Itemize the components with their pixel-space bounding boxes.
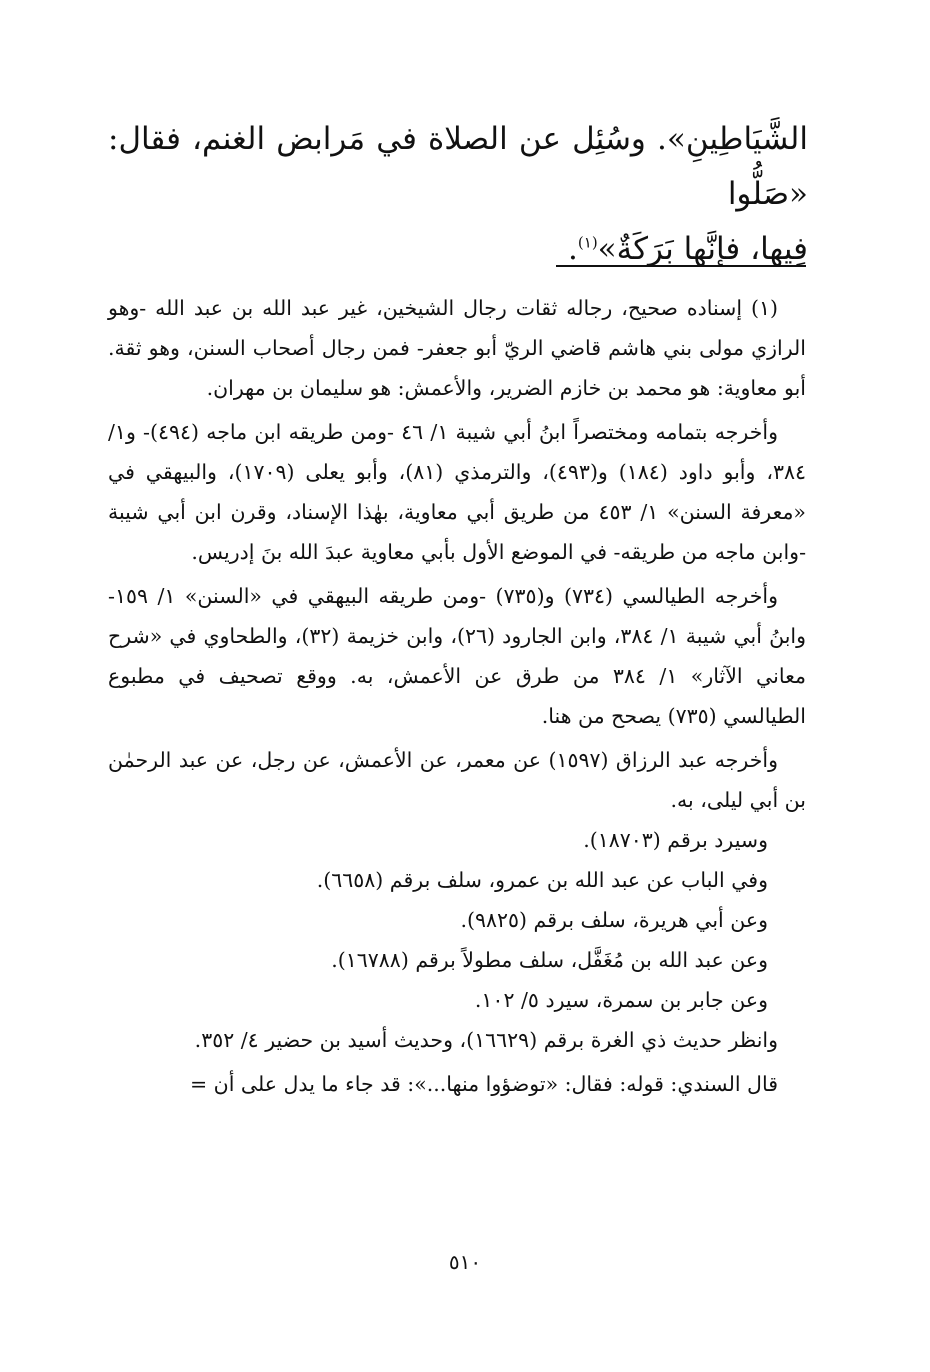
footnote-paragraph: (١) إسناده صحيح، رجاله ثقات رجال الشيخين، غير عبد الله بن عبد الله -وهو الرازي مولى بني هاشم قاضي الريّ أبو جعفر- فمن رجال أصحاب السنن، وهو ثقة. أبو معاوية: هو محمد بن خازم الضرير، والأعمش: هو سليمان بن مهران. xyxy=(108,296,806,400)
footnote-paragraph: وأخرجه بتمامه ومختصراً ابنُ أبي شيبة ١/ ٤٦ -ومن طريقه ابن ماجه (٤٩٤)- و١/ ٣٨٤، وأبو داود (١٨٤) و(٤٩٣)، والترمذي (٨١)، وأبو يعلى (١٧٠٩)، والبيهقي في «معرفة السنن» ١/ ٤٥٣ من طريق أبي معاوية، بهٰذا الإسناد، وقرن ابن أبي شيبة -وابن ماجه من طريقه- في الموضع الأول بأبي معاوية عبدَ الله بنَ إدريس. xyxy=(108,420,806,564)
main-text-line-end: . xyxy=(568,231,578,267)
footnote-line: وعن أبي هريرة، سلف برقم (٩٨٢٥). xyxy=(460,908,768,932)
main-text-line-part: فِيها، فإنَّها بَرَكَةٌ» xyxy=(597,231,808,267)
footnote-paragraph: وأخرجه عبد الرزاق (١٥٩٧) عن معمر، عن الأعمش، عن رجل، عن عبد الرحمٰن بن أبي ليلى، به. xyxy=(108,748,806,812)
footnote-paragraph: وأخرجه الطيالسي (٧٣٤) و(٧٣٥) -ومن طريقه البيهقي في «السنن» ١/ ١٥٩- وابنُ أبي شيبة ١/ ٣٨٤، وابن الجارود (٢٦)، وابن خزيمة (٣٢)، والطحاوي في «شرح معاني الآثار» ١/ ٣٨٤ من طرق عن الأعمش، به. ووقع تصحيف في مطبوع الطيالسي (٧٣٥) يصحح من هنا. xyxy=(108,584,807,728)
footnote-reference[interactable]: (١) xyxy=(577,233,598,252)
footnotes xyxy=(108,288,806,1104)
main-text-line xyxy=(108,222,808,277)
footnote-line: وسيرد برقم (١٨٧٠٣). xyxy=(583,828,768,852)
footnote-line: وعن عبد الله بن مُغَفَّل، سلف مطولاً برقم (١٦٧٨٨). xyxy=(331,948,768,972)
main-text-line: الشَّيَاطِينِ». وسُئِل عن الصلاة في مَرابض الغنم، فقال: «صَلُّوا xyxy=(108,121,808,212)
footnote-continuation: قال السندي: قوله: فقال: «توضؤوا منها...»: قد جاء ما يدل على أن = xyxy=(189,1072,778,1096)
footnote-separator xyxy=(556,265,806,267)
footnote-line: وفي الباب عن عبد الله بن عمرو، سلف برقم (٦٦٥٨). xyxy=(316,868,768,892)
page-number: ٥١٠ xyxy=(448,1250,482,1274)
footnote-paragraph: وانظر حديث ذي الغرة برقم (١٦٦٢٩)، وحديث أسيد بن حضير ٤/ ٣٥٢. xyxy=(194,1028,778,1052)
footnote-line: وعن جابر بن سمرة، سيرد ٥/ ١٠٢. xyxy=(474,988,768,1012)
main-text xyxy=(108,112,808,277)
